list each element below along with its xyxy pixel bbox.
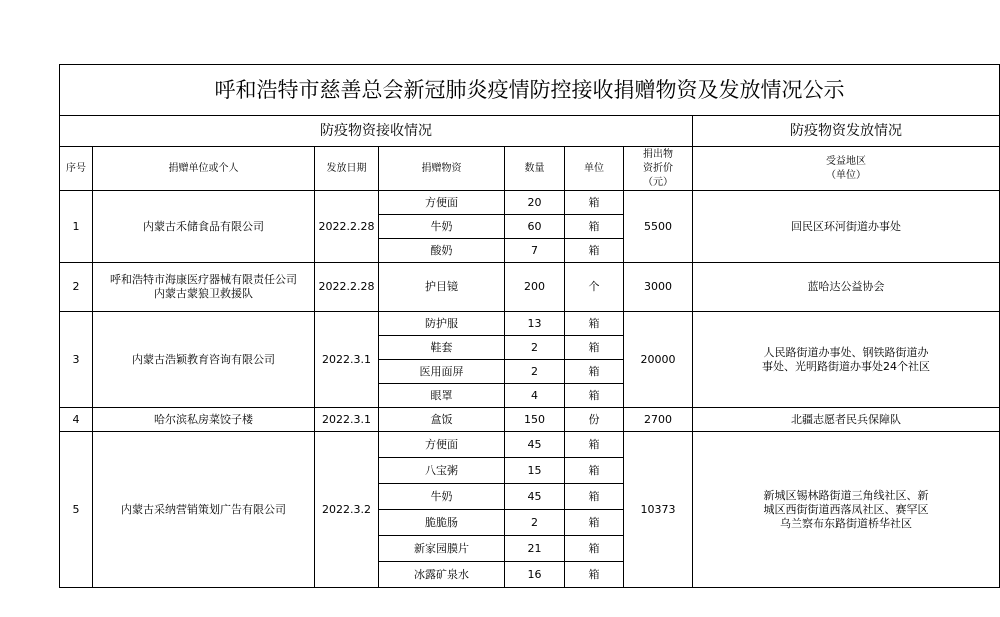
cell-item: 新家园膜片	[379, 536, 505, 562]
cell-qty: 13	[505, 312, 565, 336]
cell-price: 2700	[624, 408, 693, 432]
page-title: 呼和浩特市慈善总会新冠肺炎疫情防控接收捐赠物资及发放情况公示	[60, 65, 1000, 116]
cell-qty: 16	[505, 562, 565, 588]
cell-item: 鞋套	[379, 336, 505, 360]
cell-price: 3000	[624, 263, 693, 312]
cell-item: 牛奶	[379, 215, 505, 239]
cell-price: 5500	[624, 191, 693, 263]
header-date: 发放日期	[315, 147, 379, 191]
cell-donor: 呼和浩特市海康医疗器械有限责任公司 内蒙古蒙狼卫救援队	[93, 263, 315, 312]
cell-donor: 内蒙古禾储食品有限公司	[93, 191, 315, 263]
header-price: 捐出物 资折价 （元）	[624, 147, 693, 191]
cell-unit: 箱	[565, 336, 624, 360]
cell-unit: 个	[565, 263, 624, 312]
cell-qty: 200	[505, 263, 565, 312]
cell-beneficiary: 新城区锡林路街道三角线社区、新 城区西街街道西落凤社区、赛罕区 乌兰察布东路街道桥华社区	[693, 432, 1000, 588]
cell-donor: 内蒙古采纳营销策划广告有限公司	[93, 432, 315, 588]
title-row	[60, 65, 1000, 116]
header-seq: 序号	[60, 147, 93, 191]
table-row	[60, 432, 1000, 458]
cell-price: 10373	[624, 432, 693, 588]
cell-unit: 份	[565, 408, 624, 432]
cell-item: 方便面	[379, 432, 505, 458]
cell-date: 2022.3.1	[315, 408, 379, 432]
cell-date: 2022.2.28	[315, 191, 379, 263]
table-body	[60, 191, 1000, 588]
cell-unit: 箱	[565, 562, 624, 588]
cell-qty: 60	[505, 215, 565, 239]
cell-donor: 内蒙古浩颖教育咨询有限公司	[93, 312, 315, 408]
header-donor: 捐赠单位或个人	[93, 147, 315, 191]
section-distributed: 防疫物资发放情况	[693, 116, 1000, 147]
table-row	[60, 312, 1000, 336]
cell-unit: 箱	[565, 191, 624, 215]
cell-item: 盒饭	[379, 408, 505, 432]
cell-donor: 哈尔滨私房菜饺子楼	[93, 408, 315, 432]
cell-date: 2022.3.2	[315, 432, 379, 588]
cell-seq: 1	[60, 191, 93, 263]
cell-unit: 箱	[565, 458, 624, 484]
table-row	[60, 263, 1000, 312]
cell-item: 医用面屏	[379, 360, 505, 384]
header-row	[60, 147, 1000, 191]
cell-seq: 5	[60, 432, 93, 588]
cell-unit: 箱	[565, 432, 624, 458]
cell-beneficiary: 回民区环河街道办事处	[693, 191, 1000, 263]
cell-unit: 箱	[565, 510, 624, 536]
cell-unit: 箱	[565, 536, 624, 562]
cell-unit: 箱	[565, 312, 624, 336]
cell-item: 护目镜	[379, 263, 505, 312]
cell-qty: 21	[505, 536, 565, 562]
cell-qty: 20	[505, 191, 565, 215]
cell-date: 2022.2.28	[315, 263, 379, 312]
cell-item: 牛奶	[379, 484, 505, 510]
cell-beneficiary: 北疆志愿者民兵保障队	[693, 408, 1000, 432]
cell-qty: 4	[505, 384, 565, 408]
cell-qty: 2	[505, 336, 565, 360]
header-unit: 单位	[565, 147, 624, 191]
cell-item: 防护服	[379, 312, 505, 336]
cell-unit: 箱	[565, 384, 624, 408]
cell-unit: 箱	[565, 484, 624, 510]
cell-item: 方便面	[379, 191, 505, 215]
cell-qty: 2	[505, 510, 565, 536]
donation-sheet	[59, 64, 1000, 588]
cell-qty: 7	[505, 239, 565, 263]
header-beneficiary: 受益地区 （单位）	[693, 147, 1000, 191]
cell-qty: 45	[505, 432, 565, 458]
table-row	[60, 408, 1000, 432]
cell-unit: 箱	[565, 360, 624, 384]
header-item: 捐赠物资	[379, 147, 505, 191]
cell-date: 2022.3.1	[315, 312, 379, 408]
cell-qty: 2	[505, 360, 565, 384]
cell-unit: 箱	[565, 215, 624, 239]
cell-unit: 箱	[565, 239, 624, 263]
header-qty: 数量	[505, 147, 565, 191]
section-row	[60, 116, 1000, 147]
donation-table	[59, 64, 1000, 588]
cell-seq: 4	[60, 408, 93, 432]
cell-qty: 45	[505, 484, 565, 510]
cell-price: 20000	[624, 312, 693, 408]
cell-item: 八宝粥	[379, 458, 505, 484]
cell-item: 眼罩	[379, 384, 505, 408]
table-row	[60, 191, 1000, 215]
cell-item: 酸奶	[379, 239, 505, 263]
cell-item: 脆脆肠	[379, 510, 505, 536]
cell-qty: 15	[505, 458, 565, 484]
cell-seq: 2	[60, 263, 93, 312]
section-received: 防疫物资接收情况	[60, 116, 693, 147]
cell-beneficiary: 蓝哈达公益协会	[693, 263, 1000, 312]
cell-item: 冰露矿泉水	[379, 562, 505, 588]
cell-qty: 150	[505, 408, 565, 432]
cell-beneficiary: 人民路街道办事处、钢铁路街道办 事处、光明路街道办事处24个社区	[693, 312, 1000, 408]
cell-seq: 3	[60, 312, 93, 408]
